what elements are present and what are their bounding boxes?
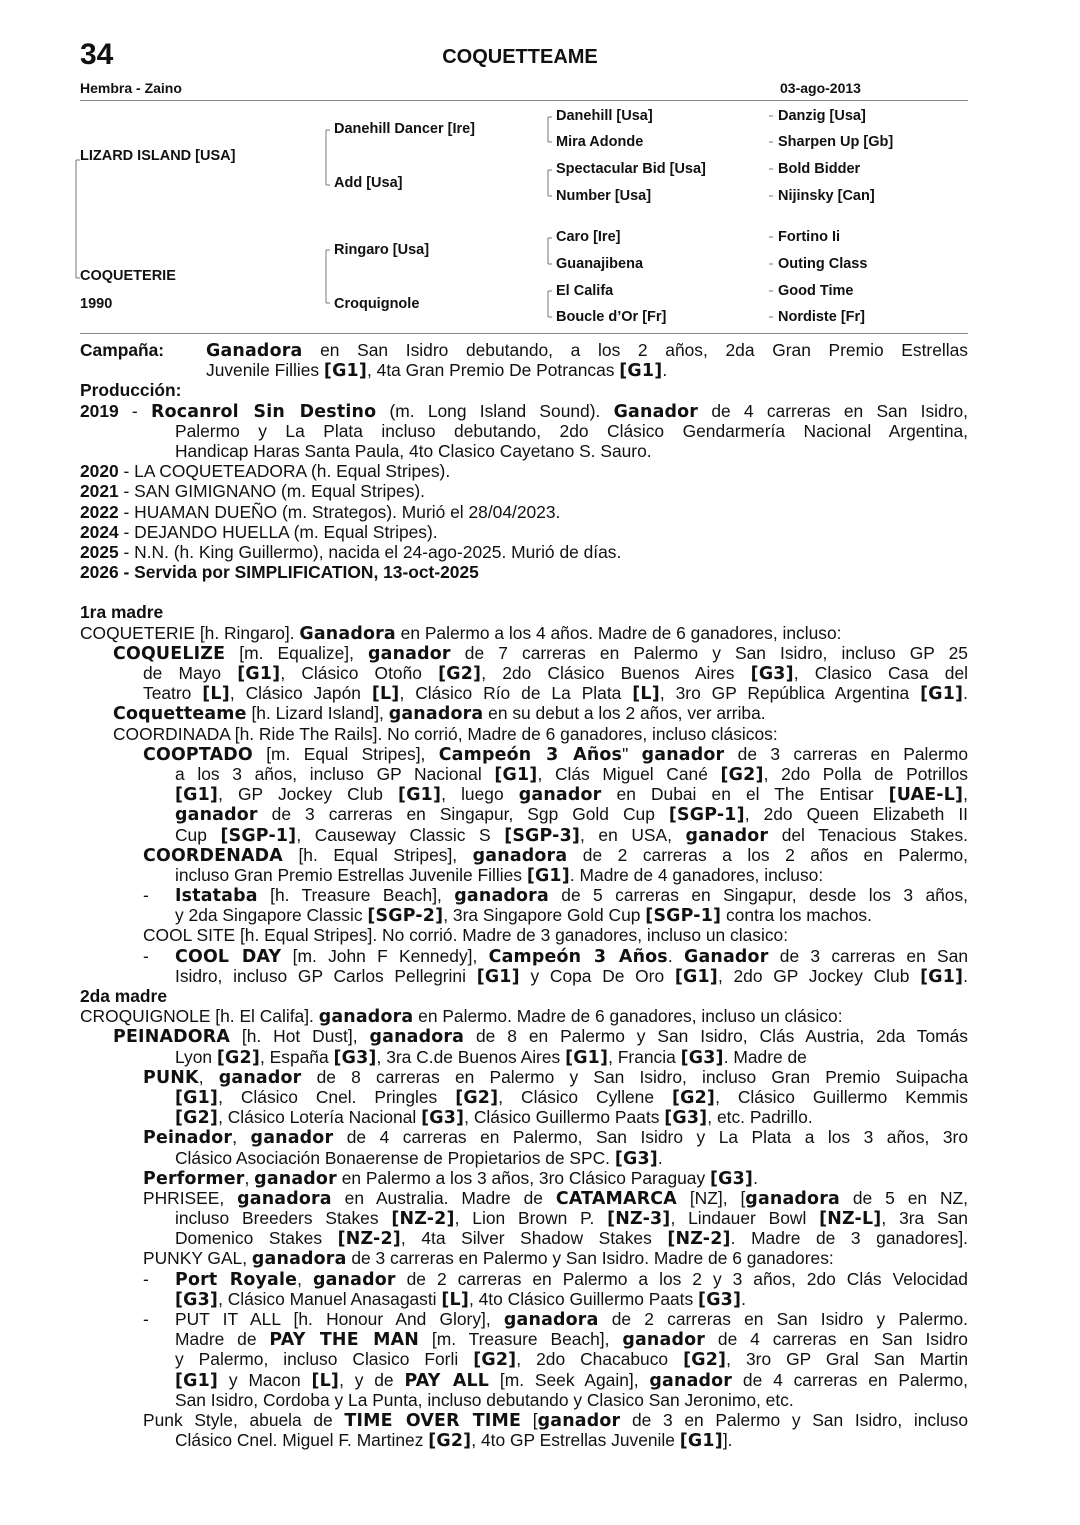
first-dam-line: COOL SITE [h. Equal Stripes]. No corrió. Madre de 3 ganadores, incluso un clasico: — [143, 925, 789, 946]
second-dam-line: Punk Style, abuela de TIME OVER TIME [ganador de 3 en Palermo y San Isidro, incluso — [143, 1409, 968, 1431]
campaign-text: Ganadora en San Isidro debutando, a los 2 años, 2da Gran Premio Estrellas — [206, 340, 968, 361]
second-dam-line: Clásico Asociación Bonaerense de Propietarios de SPC. [G3]. — [175, 1147, 663, 1169]
lot-number: 34 — [80, 38, 114, 71]
first-dam-line: a los 3 años, incluso GP Nacional [G1], Clás Miguel Cané [G2], 2do Polla de Potrillos — [175, 763, 968, 785]
second-dam-line: [G1] y Macon [L], y de PAY ALL [m. Seek Again], ganador de 4 carreras en Palermo, — [175, 1369, 968, 1390]
production-2021: 2021 - SAN GIMIGNANO (m. Equal Stripes). — [80, 481, 426, 502]
pedigree-gen4: Fortino Ii — [778, 229, 841, 245]
second-dam-label: 2da madre — [80, 986, 167, 1006]
birth-date: 03-ago-2013 — [780, 80, 861, 96]
second-dam-line-text: PUT IT ALL [h. Honour And Glory], ganadora de 2 carreras en San Isidro y Palermo. — [175, 1309, 968, 1330]
pedigree-gen4: Outing Class — [778, 256, 868, 272]
production-2022: 2022 - HUAMAN DUEÑO (m. Strategos). Murió el 28/04/2023. — [80, 501, 561, 522]
first-dam-line: Cup [SGP-1], Causeway Classic S [SGP-3], en USA, ganador del Tenacious Stakes. — [175, 824, 968, 845]
pedigree-gen3: El Califa — [556, 283, 614, 299]
first-dam-line: - COOL DAY [m. John F Kennedy], Campeón 3 Años. Ganador de 3 carreras en San — [143, 945, 968, 966]
first-dam-line-text: COOL DAY [m. John F Kennedy], Campeón 3 Años. Ganador de 3 carreras en San — [175, 945, 968, 966]
first-dam-line: incluso Gran Premio Estrellas Juvenile Fillies [G1]. Madre de 4 ganadores, incluso: — [175, 864, 824, 886]
first-dam-line: COQUETERIE [h. Ringaro]. Ganadora en Palermo a los 4 años. Madre de 6 ganadores, incluso: — [80, 622, 842, 644]
first-dam-line: ganador de 3 carreras en Singapur, Sgp Gold Cup [SGP-1], 2do Queen Elizabeth II — [175, 804, 968, 825]
first-dam-line: COORDENADA [h. Equal Stripes], ganadora de 2 carreras a los 2 años en Palermo, — [143, 844, 968, 865]
pedigree-gen2: Danehill Dancer [Ire] — [334, 121, 476, 137]
pedigree-gen4: Nordiste [Fr] — [778, 309, 865, 325]
second-dam-line: PUNK, ganador de 8 carreras en Palermo y San Isidro, incluso Gran Premio Suipacha — [143, 1066, 968, 1087]
second-dam-line: [G2], Clásico Lotería Nacional [G3], Clásico Guillermo Paats [G3], etc. Padrillo. — [175, 1107, 813, 1129]
second-dam-line: CROQUIGNOLE [h. El Califa]. ganadora en Palermo. Madre de 6 ganadores, incluso un clásico: — [80, 1006, 843, 1028]
campaign-label: Campaña: — [80, 340, 165, 360]
first-dam-line: y 2da Singapore Classic [SGP-2], 3ra Singapore Gold Cup [SGP-1] contra los machos. — [175, 905, 872, 927]
production-2024: 2024 - DEJANDO HUELLA (m. Equal Stripes). — [80, 521, 438, 542]
sex-color: Hembra - Zaino — [80, 80, 182, 96]
pedigree-gen3: Guanajibena — [556, 256, 644, 272]
pedigree-gen3: Caro [Ire] — [556, 229, 621, 245]
pedigree-gen4: Danzig [Usa] — [778, 108, 866, 124]
production-2019: 2019 - Rocanrol Sin Destino (m. Long Island Sound). Ganador de 4 carreras en San Isidro, — [80, 400, 968, 421]
first-dam-line: - Istataba [h. Treasure Beach], ganadora de 5 carreras en Singapur, desde los 3 años, — [143, 885, 968, 906]
pedigree-gen2: Ringaro [Usa] — [334, 242, 430, 258]
first-dam-label: 1ra madre — [80, 602, 164, 623]
pedigree-dam: COQUETERIE — [80, 268, 176, 284]
second-dam-line: - PUT IT ALL [h. Honour And Glory], ganadora de 2 carreras en San Isidro y Palermo. — [143, 1309, 968, 1330]
production-2026: 2026 - Servida por SIMPLIFICATION, 13-oct-2025 — [80, 562, 479, 583]
first-dam-line: Teatro [L], Clásico Japón [L], Clásico Río de La Plata [L], 3ro GP República Argentina [G1]. — [143, 683, 968, 704]
pedigree-sire: LIZARD ISLAND [USA] — [80, 148, 236, 164]
second-dam-line: [G1], Clásico Cnel. Pringles [G2], Clásico Cyllene [G2], Clásico Guillermo Kemmis — [175, 1086, 968, 1108]
production-2019-cont: Handicap Haras Santa Paula, 4to Clasico Cayetano S. Sauro. — [175, 440, 652, 461]
first-dam-line: COQUELIZE [m. Equalize], ganador de 7 carreras en Palermo y San Isidro, incluso GP 25 — [113, 642, 968, 663]
second-dam-line: Clásico Cnel. Miguel F. Martinez [G2], 4to GP Estrellas Juvenile [G1]]. — [175, 1430, 733, 1452]
pedigree-gen3: Danehill [Usa] — [556, 108, 653, 124]
pedigree-gen4: Nijinsky [Can] — [778, 188, 875, 204]
pedigree-gen4: Sharpen Up [Gb] — [778, 134, 894, 150]
pedigree-brackets — [0, 0, 1080, 340]
second-dam-line: Domenico Stakes [NZ-2], 4ta Silver Shadow Stakes [NZ-2]. Madre de 3 ganadores]. — [175, 1228, 968, 1249]
first-dam-line-text: Istataba [h. Treasure Beach], ganadora de 5 carreras en Singapur, desde los 3 años, — [175, 885, 968, 906]
campaign-text: Juvenile Fillies [G1], 4ta Gran Premio De Potrancas [G1]. — [206, 360, 668, 382]
second-dam-line: San Isidro, Cordoba y La Punta, incluso debutando y Clasico San Jeronimo, etc. — [175, 1389, 794, 1410]
first-dam-line: Isidro, incluso GP Carlos Pellegrini [G1] y Copa De Oro [G1], 2do GP Jockey Club [G1]. — [175, 965, 968, 986]
first-dam-line: COORDINADA [h. Ride The Rails]. No corrió, Madre de 6 ganadores, incluso clásicos: — [113, 723, 778, 744]
pedigree-dam-year: 1990 — [80, 296, 113, 312]
campaign-row — [80, 340, 968, 360]
second-dam-line: PEINADORA [h. Hot Dust], ganadora de 8 en Palermo y San Isidro, Clás Austria, 2da Tomás — [113, 1026, 968, 1047]
second-dam-line: Performer, ganador en Palermo a los 3 años, 3ro Clásico Paraguay [G3]. — [143, 1167, 758, 1189]
horse-name: COQUETTEAME — [442, 46, 598, 68]
second-dam-line: incluso Breeders Stakes [NZ-2], Lion Brown P. [NZ-3], Lindauer Bowl [NZ-L], 3ra San — [175, 1208, 968, 1229]
pedigree-gen4: Good Time — [778, 283, 854, 299]
production-2025: 2025 - N.N. (h. King Guillermo), nacida el 24-ago-2025. Murió de días. — [80, 541, 622, 562]
second-dam-line: Madre de PAY THE MAN [m. Treasure Beach], ganador de 4 carreras en San Isidro — [175, 1329, 968, 1350]
second-dam-line: y Palermo, incluso Clasico Forli [G2], 2do Chacabuco [G2], 3ro GP Gral San Martin — [175, 1349, 968, 1370]
second-dam-line: [G3], Clásico Manuel Anasagasti [L], 4to Clásico Guillermo Paats [G3]. — [175, 1288, 746, 1310]
first-dam-line: [G1], GP Jockey Club [G1], luego ganador en Dubai en el The Entisar [UAE-L], — [175, 784, 968, 805]
production-label: Producción: — [80, 380, 182, 401]
pedigree-gen2: Croquignole — [334, 296, 420, 312]
pedigree-gen3: Spectacular Bid [Usa] — [556, 161, 706, 177]
pedigree-gen2: Add [Usa] — [334, 175, 403, 191]
second-dam-line: Peinador, ganador de 4 carreras en Palermo, San Isidro y La Plata a los 3 años, 3ro — [143, 1127, 968, 1148]
pedigree-gen3: Number [Usa] — [556, 188, 652, 204]
production-2020: 2020 - LA COQUETEADORA (h. Equal Stripes). — [80, 461, 451, 482]
first-dam-line: Coquetteame [h. Lizard Island], ganadora en su debut a los 2 años, ver arriba. — [113, 703, 766, 725]
pedigree-gen4: Bold Bidder — [778, 161, 861, 177]
first-dam-line: COOPTADO [m. Equal Stripes], Campeón 3 Años" ganador de 3 carreras en Palermo — [143, 743, 968, 764]
pedigree-gen3: Boucle d’Or [Fr] — [556, 309, 667, 325]
second-dam-line: PHRISEE, ganadora en Australia. Madre de CATAMARCA [NZ], [ganadora de 5 en NZ, — [143, 1187, 968, 1209]
second-dam-line-text: Port Royale, ganador de 2 carreras en Palermo a los 2 y 3 años, 2do Clás Velocidad — [175, 1268, 968, 1289]
second-dam-line: PUNKY GAL, ganadora de 3 carreras en Palermo y San Isidro. Madre de 6 ganadores: — [143, 1248, 834, 1270]
second-dam-line: - Port Royale, ganador de 2 carreras en Palermo a los 2 y 3 años, 2do Clás Velocidad — [143, 1268, 968, 1289]
catalog-body — [80, 340, 968, 1450]
production-2019-cont: Palermo y La Plata incluso debutando, 2do Clásico Gendarmería Nacional Argentina, — [175, 420, 968, 441]
first-dam-line: de Mayo [G1], Clásico Otoño [G2], 2do Clásico Buenos Aires [G3], Clasico Casa del — [143, 663, 968, 684]
second-dam-line: Lyon [G2], España [G3], 3ra C.de Buenos Aires [G1], Francia [G3]. Madre de — [175, 1046, 807, 1068]
pedigree-gen3: Mira Adonde — [556, 134, 644, 150]
